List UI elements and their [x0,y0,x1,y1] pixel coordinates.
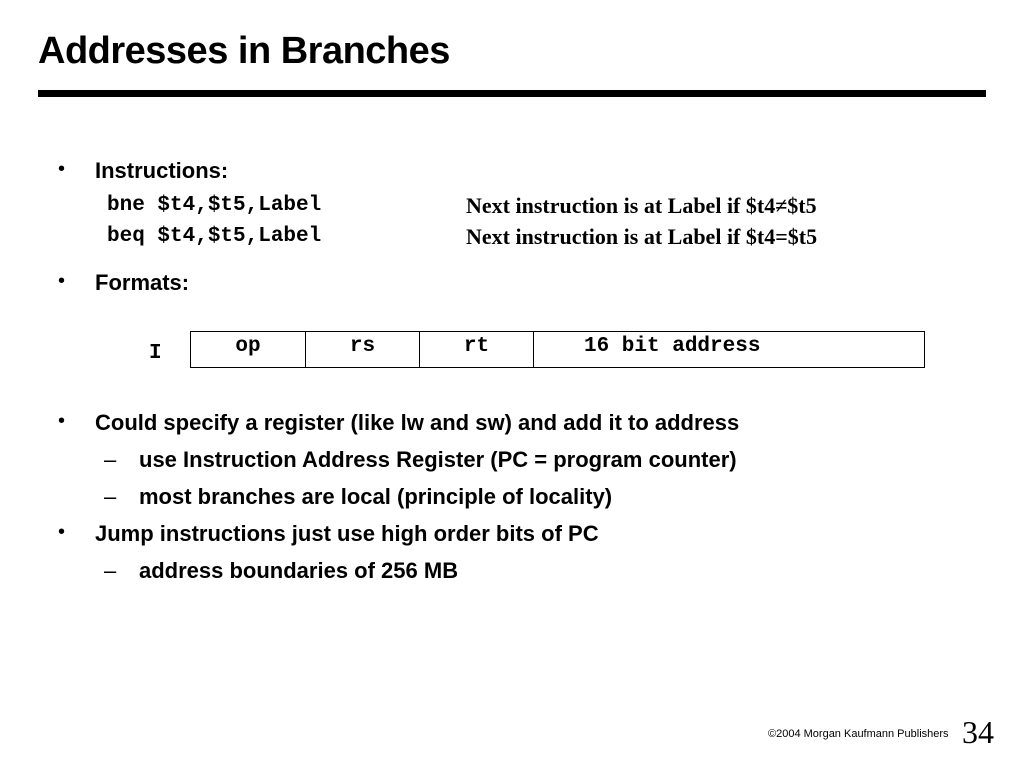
formats-heading: Formats: [95,270,190,295]
format-row [191,332,925,368]
bullet-marker: • [58,521,66,543]
code-line-beq: beq $t4,$t5,Label [107,225,322,248]
instructions-heading: Instructions: [95,158,229,183]
sub-bullet-boundaries-text: address boundaries of 256 MB [139,558,459,583]
field-rt: rt [420,332,534,368]
code-line-bne: bne $t4,$t5,Label [107,194,322,217]
dash-marker: – [104,484,117,509]
bullet-marker: • [58,410,66,432]
field-op: op [191,332,306,368]
sub-bullet-pc-text: use Instruction Address Register (PC = program counter) [139,447,737,472]
bullet-register-text: Could specify a register (like lw and sw) and add it to address [95,410,740,435]
page-number: 34 [962,714,994,750]
desc-line-beq: Next instruction is at Label if $t4=$t5 [466,224,818,249]
bullet-marker: • [58,158,66,180]
instruction-format-table [190,331,925,368]
title-underline [38,90,986,97]
desc-line-bne: Next instruction is at Label if $t4≠$t5 [466,193,817,218]
field-rs: rs [306,332,420,368]
dash-marker: – [104,447,117,472]
dash-marker: – [104,558,117,583]
copyright-footer: ©2004 Morgan Kaufmann Publishers [768,728,949,740]
field-address: 16 bit address [534,332,925,368]
bullet-jump-text: Jump instructions just use high order bits of PC [95,521,599,546]
bullet-marker: • [58,270,66,292]
format-type-label: I [149,342,162,365]
slide-title: Addresses in Branches [38,30,450,72]
sub-bullet-locality-text: most branches are local (principle of locality) [139,484,613,509]
